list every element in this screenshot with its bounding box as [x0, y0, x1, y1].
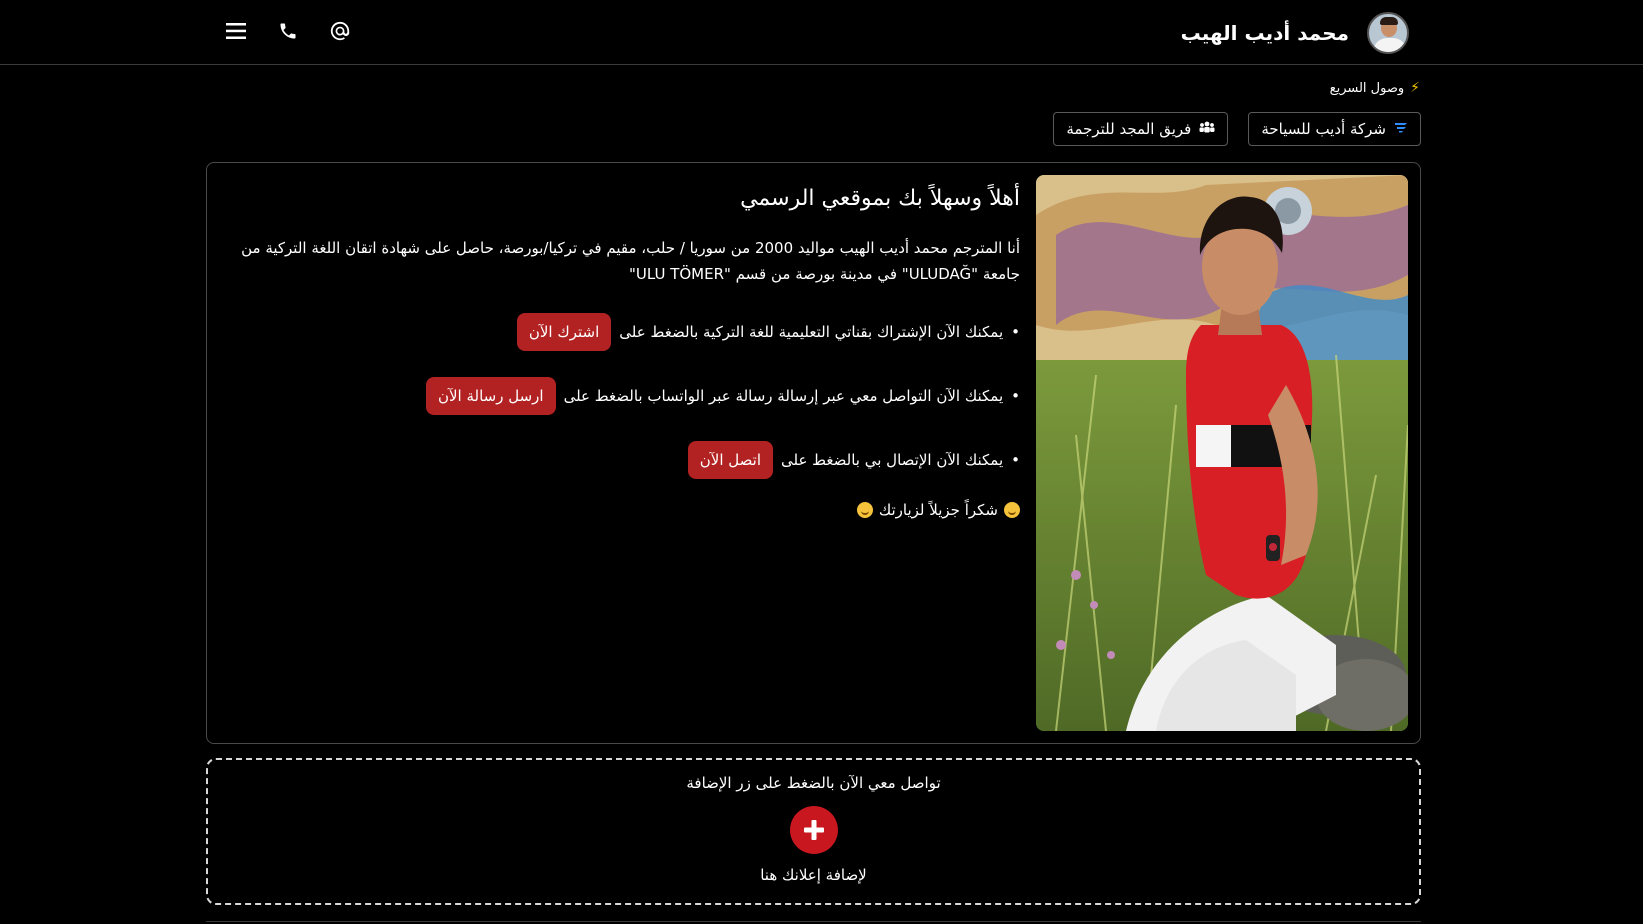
send-message-button[interactable]: ارسل رسالة الآن	[426, 377, 556, 415]
quick-link-majd-translation[interactable]: فريق المجد للترجمة	[1053, 112, 1228, 146]
top-navbar	[0, 0, 1643, 65]
group-icon	[1199, 121, 1215, 137]
smile-icon	[857, 502, 873, 518]
call-button[interactable]: اتصل الآن	[688, 441, 773, 479]
avatar	[1367, 12, 1409, 54]
plus-icon	[801, 817, 827, 843]
menu-icon[interactable]	[224, 17, 248, 45]
intro-card	[206, 162, 1421, 744]
brand-icon	[1394, 121, 1408, 137]
brand[interactable]	[1181, 11, 1409, 55]
phone-icon[interactable]	[276, 17, 300, 45]
ad-title: تواصل معي الآن بالضغط على زر الإضافة	[686, 774, 941, 792]
quick-links	[1053, 112, 1421, 146]
smile-icon	[1004, 502, 1020, 518]
list-item: • يمكنك الآن التواصل معي عبر إرسالة رسالة عبر الواتساب بالضغط على ارسل رسالة الآن	[230, 377, 1020, 415]
quick-link-adib-tourism[interactable]: شركة أديب للسياحة	[1248, 112, 1421, 146]
profile-photo	[1036, 175, 1408, 731]
ad-subtitle: لإضافة إعلانك هنا	[760, 866, 867, 884]
at-icon[interactable]	[328, 17, 352, 45]
page-title: أهلاً وسهلاً بك بموقعي الرسمي	[740, 186, 1020, 211]
bio-text: أنا المترجم محمد أديب الهيب مواليد 2000 من سوريا / حلب، مقيم في تركيا/بورصة، حاصل على شهادة اتقان اللغة التركية من جامعة "ULUDAĞ" في مدينة بورصة من قسم "ULU TÖMER"	[241, 239, 1020, 283]
intro-content	[230, 175, 1020, 519]
add-ad-button[interactable]	[790, 806, 838, 854]
bolt-icon: ⚡	[1410, 80, 1420, 96]
header-icons	[224, 17, 352, 45]
list-item: • يمكنك الآن الإتصال بي بالضغط على اتصل الآن	[230, 441, 1020, 479]
brand-name: محمد أديب الهيب	[1180, 21, 1349, 45]
quick-access-title: ⚡ وصول السريع	[1329, 80, 1420, 96]
list-item: • يمكنك الآن الإشتراك بقناتي التعليمية للغة التركية بالضغط على اشترك الآن	[230, 313, 1020, 351]
ad-box	[206, 758, 1421, 905]
thanks-line: شكراً جزيلاً لزيارتك	[230, 501, 1020, 519]
subscribe-button[interactable]: اشترك الآن	[517, 313, 611, 351]
